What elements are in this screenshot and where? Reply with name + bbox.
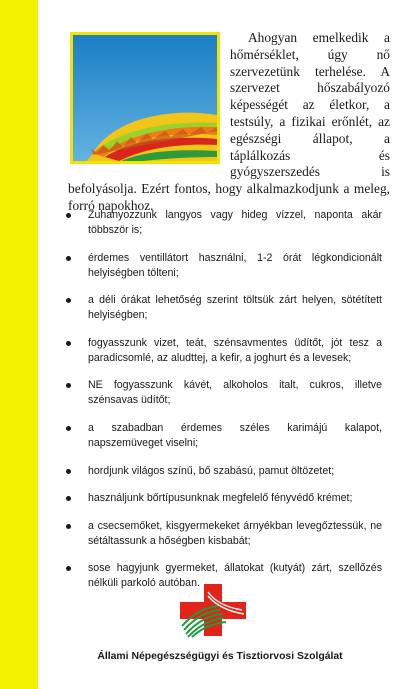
bullet-icon [66, 426, 71, 431]
bullet-icon [66, 256, 71, 261]
organization-name: Állami Népegészségügyi és Tisztiorvosi Szolgálat [97, 651, 343, 662]
intro-paragraph [68, 30, 390, 215]
list-item: Zuhanyozzunk langyos vagy hideg vízzel, naponta akár többször is; [62, 208, 382, 238]
bullet-icon [66, 383, 71, 388]
list-item: használjunk bőrtípusunknak megfelelő fényvédő krémet; [62, 491, 382, 506]
heat-tips-list [62, 208, 382, 604]
bullet-icon [66, 566, 71, 571]
bullet-icon [66, 213, 71, 218]
list-item: a déli órákat lehetőség szerint töltsük zárt helyen, sötétített helyiségben; [62, 293, 382, 323]
bullet-icon [66, 298, 71, 303]
list-item: NE fogyasszunk kávét, alkoholos italt, cukros, illetve szénsavas üdítőt; [62, 378, 382, 408]
list-item: érdemes ventillátort használni, 1-2 órát légkondicionált helyiségben tölteni; [62, 251, 382, 281]
list-item: sose hagyjunk gyermeket, állatokat (kutyát) zárt, szellőzés nélküli parkoló autóban. [62, 561, 382, 591]
list-item: fogyasszunk vizet, teát, szénsavmentes üdítőt, jót tesz a paradicsomlé, az aludttej, a kefir, a joghurt és a levesek; [62, 336, 382, 366]
intro-text: Ahogyan emelkedik a hőmérséklet, úgy nő szervezetünk terhelése. A szervezet hőszabályozó képességét az életkor, a testsúly, a fizikai erőnlét, az egészségi állapot, a táplálkozás és gyógyszerszedés is befolyásolja. Ezért fontos, hogy alkalmazkodjunk a meleg, forró napokhoz. [68, 30, 390, 213]
bullet-icon [66, 524, 71, 529]
yellow-side-stripe [0, 0, 38, 689]
bullet-icon [66, 469, 71, 474]
list-item: a csecsemőket, kisgyermekeket árnyékban levegőztessük, ne sétáltassunk a hőségben kisbabát; [62, 519, 382, 549]
antsz-cross-logo [178, 582, 248, 638]
list-item: a szabadban érdemes széles karimájú kalapot, napszemüveget viselni; [62, 421, 382, 451]
bullet-icon [66, 496, 71, 501]
bullet-icon [66, 341, 71, 346]
list-item: hordjunk világos színű, bő szabású, pamut öltözetet; [62, 464, 382, 479]
